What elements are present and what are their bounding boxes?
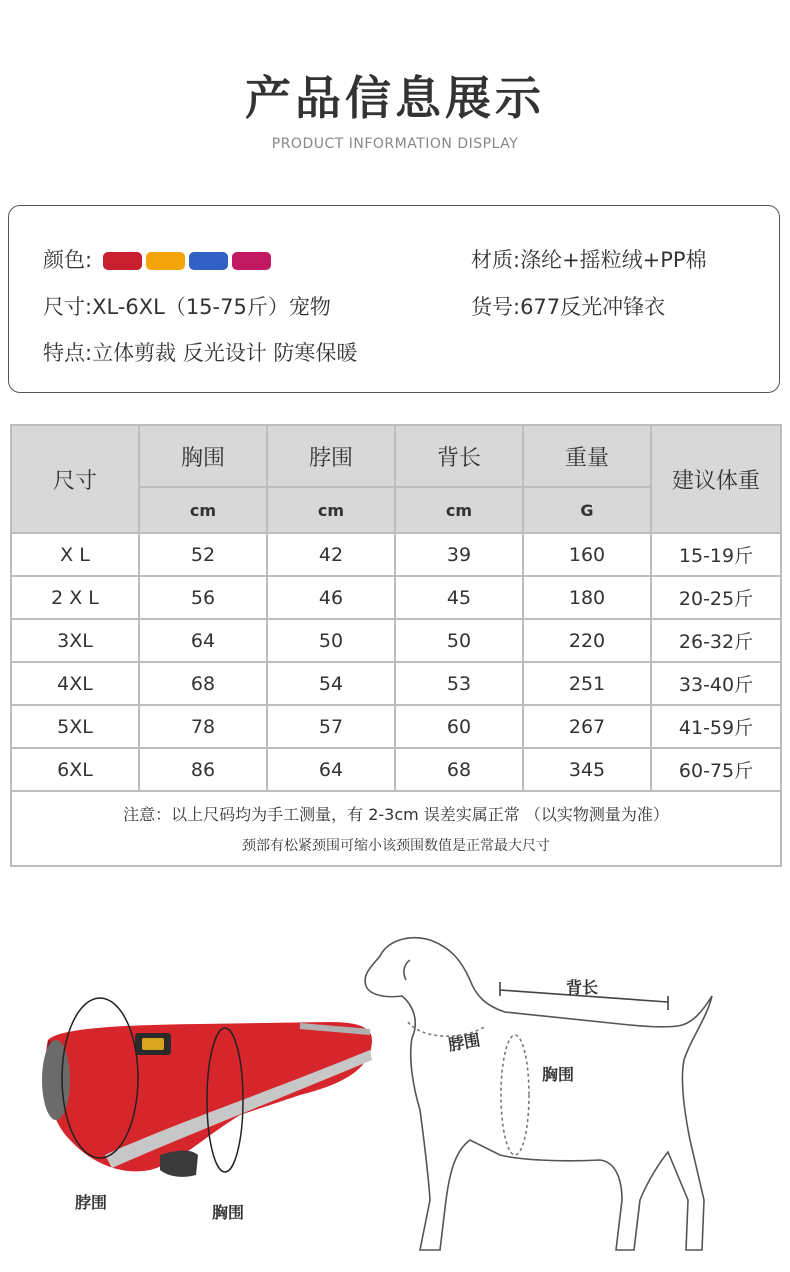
table-row: [11, 576, 781, 619]
dog-coat-image: [42, 998, 372, 1177]
cell-size: 4XL: [11, 662, 139, 705]
features-info: 特点:立体剪裁 反光设计 防寒保暖: [43, 341, 358, 365]
cell-size: 3XL: [11, 619, 139, 662]
table-row: [11, 705, 781, 748]
cell-neck: 42: [267, 533, 395, 576]
cell-neck: 54: [267, 662, 395, 705]
size-table: [10, 424, 782, 867]
cell-size: 2 X L: [11, 576, 139, 619]
cell-chest: 68: [139, 662, 267, 705]
color-swatch-red: [103, 252, 142, 270]
dog-neck-label: 脖围: [446, 1030, 482, 1055]
cell-neck: 46: [267, 576, 395, 619]
table-row: [11, 619, 781, 662]
table-row: [11, 533, 781, 576]
cell-neck: 50: [267, 619, 395, 662]
cell-weight: 345: [523, 748, 651, 791]
coat-chest-label: 胸围: [212, 1203, 245, 1222]
page-subtitle: PRODUCT INFORMATION DISPLAY: [271, 136, 519, 152]
unit-neck: cm: [267, 487, 395, 533]
dog-chest-label: 胸围: [542, 1065, 575, 1084]
table-row: [11, 748, 781, 791]
header-back: 背长: [395, 425, 523, 487]
header-weight: 重量: [523, 425, 651, 487]
cell-size: X L: [11, 533, 139, 576]
cell-suggest-weight: 41-59斤: [651, 705, 781, 748]
item-number-info: 货号:677反光冲锋衣: [471, 295, 666, 319]
header-neck: 脖围: [267, 425, 395, 487]
size-info: 尺寸:XL-6XL（15-75斤）宠物: [43, 295, 331, 319]
dog-back-label: 背长: [566, 978, 599, 997]
cell-back: 39: [395, 533, 523, 576]
page-title: 产品信息展示: [245, 71, 545, 125]
coat-neck-label: 脖围: [75, 1193, 108, 1212]
cell-back: 60: [395, 705, 523, 748]
cell-chest: 86: [139, 748, 267, 791]
unit-chest: cm: [139, 487, 267, 533]
color-swatch-orange: [146, 252, 185, 270]
cell-suggest-weight: 33-40斤: [651, 662, 781, 705]
color-label: 颜色:: [43, 248, 93, 272]
unit-weight: G: [523, 487, 651, 533]
material-info: 材质:涤纶+摇粒绒+PP棉: [471, 248, 707, 272]
color-info: [43, 244, 271, 274]
note-neck: 颈部有松紧颈围可缩小该颈围数值是正常最大尺寸: [242, 838, 550, 854]
cell-weight: 267: [523, 705, 651, 748]
cell-neck: 57: [267, 705, 395, 748]
cell-chest: 78: [139, 705, 267, 748]
header-chest: 胸围: [139, 425, 267, 487]
cell-weight: 160: [523, 533, 651, 576]
cell-size: 6XL: [11, 748, 139, 791]
header-size: 尺寸: [11, 425, 139, 533]
cell-weight: 180: [523, 576, 651, 619]
cell-neck: 64: [267, 748, 395, 791]
cell-suggest-weight: 15-19斤: [651, 533, 781, 576]
cell-size: 5XL: [11, 705, 139, 748]
cell-chest: 56: [139, 576, 267, 619]
cell-suggest-weight: 60-75斤: [651, 748, 781, 791]
cell-suggest-weight: 20-25斤: [651, 576, 781, 619]
table-row: [11, 662, 781, 705]
color-swatch-blue: [189, 252, 228, 270]
measurement-illustration: [0, 900, 790, 1272]
color-swatches: [103, 252, 271, 270]
cell-back: 53: [395, 662, 523, 705]
cell-back: 68: [395, 748, 523, 791]
cell-back: 50: [395, 619, 523, 662]
cell-chest: 52: [139, 533, 267, 576]
cell-weight: 251: [523, 662, 651, 705]
cell-weight: 220: [523, 619, 651, 662]
color-swatch-magenta: [232, 252, 271, 270]
cell-chest: 64: [139, 619, 267, 662]
cell-back: 45: [395, 576, 523, 619]
cell-suggest-weight: 26-32斤: [651, 619, 781, 662]
table-note: [11, 791, 781, 866]
product-info-box: [8, 205, 780, 393]
unit-back: cm: [395, 487, 523, 533]
header-suggest-weight: 建议体重: [651, 425, 781, 533]
dog-outline-image: [365, 938, 712, 1250]
note-measurement: 注意：以上尺码均为手工测量，有 2-3cm 误差实属正常 （以实物测量为准）: [123, 805, 669, 824]
